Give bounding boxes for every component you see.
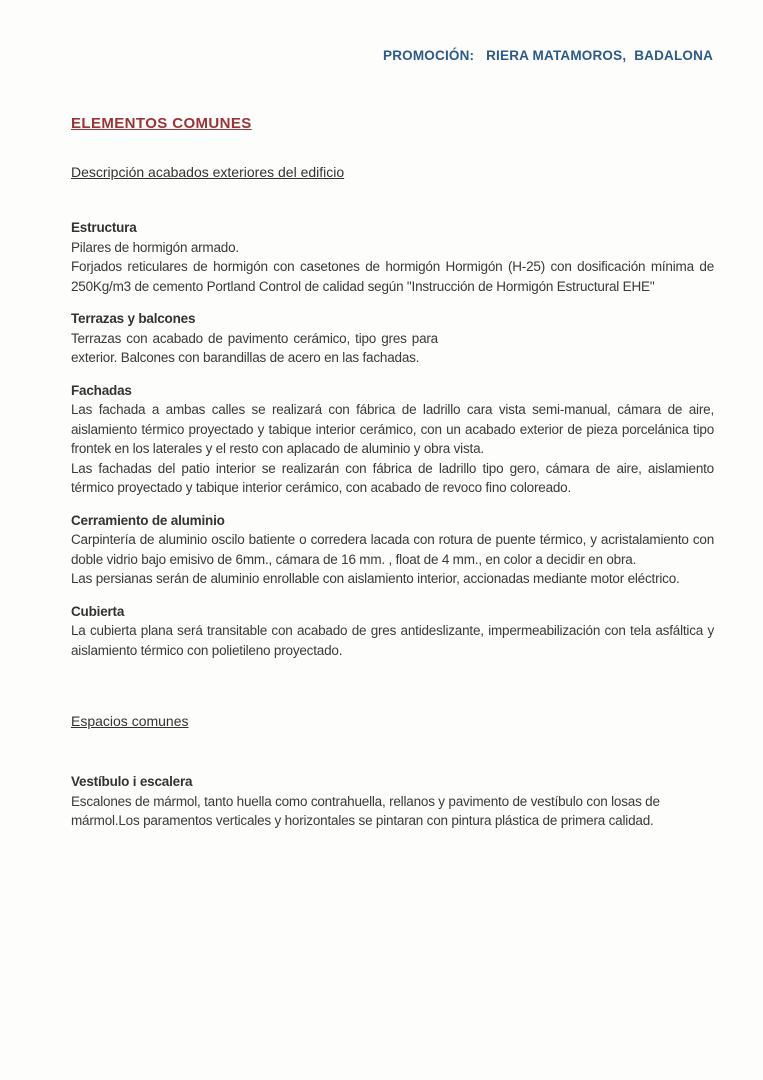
main-heading: ELEMENTOS COMUNES — [71, 115, 252, 132]
section-cubierta — [71, 602, 716, 661]
exterior-finishes-subheading: Descripción acabados exteriores del edificio — [71, 164, 345, 180]
paragraph-estructura-1: Pilares de hormigón armado. — [71, 239, 239, 255]
section-title-terrazas: Terrazas y balcones — [71, 311, 196, 326]
paragraph-cerramiento-1: Carpintería de aluminio oscilo batiente o corredera lacada con rotura de puente térmico, y acristalamiento con doble vidrio bajo emisivo de 6mm., cámara de 16 mm. , float de 4 mm., en color a decidir en obra. — [71, 532, 714, 567]
paragraph-terrazas-1: Terrazas con acabado de pavimento cerámico, tipo gres para exterior. Balcones con barandillas de acero en las fachadas. — [71, 330, 438, 365]
paragraph-fachadas-1: Las fachada a ambas calles se realizará con fábrica de ladrillo cara vista semi-manual, cámara de aire, aislamiento térmico proyectado y tabique interior cerámico, con un acabado exterior de pieza porcelánica tipo frontek en los laterales y el resto con aplacado de aluminio y obra vista. — [71, 402, 714, 456]
section-title-cerramiento-aluminio: Cerramiento de aluminio — [71, 512, 225, 528]
section-cerramiento-aluminio — [71, 511, 716, 589]
paragraph-fachadas-2: Las fachadas del patio interior se realizarán con fábrica de ladrillo tipo gero, cámara de aire, aislamiento térmico proyectado y tabique interior cerámico, con acabado de revoco fino coloreado. — [71, 460, 714, 495]
paragraph-vestibulo-1: Escalones de mármol, tanto huella como contrahuella, rellanos y pavimento de vestíbulo con losas de mármol.Los paramentos verticales y horizontales se pintaran con pintura plástica de primera calidad. — [71, 793, 660, 828]
common-spaces-subheading: Espacios comunes — [71, 713, 189, 729]
section-vestibulo-escalera — [71, 772, 716, 831]
paragraph-cerramiento-2: Las persianas serán de aluminio enrollable con aislamiento interior, accionadas mediante motor eléctrico. — [71, 571, 680, 586]
section-terrazas — [71, 309, 716, 368]
section-title-estructura: Estructura — [71, 220, 137, 235]
section-title-vestibulo-escalera: Vestíbulo i escalera — [71, 774, 193, 789]
paragraph-cubierta-1: La cubierta plana será transitable con acabado de gres antideslizante, impermeabilización con tela asfáltica y aislamiento térmico con polietileno proyectado. — [71, 623, 714, 658]
promotion-header: PROMOCIÓN: RIERA MATAMOROS, BADALONA — [383, 48, 714, 63]
section-estructura — [71, 218, 716, 296]
section-title-fachadas: Fachadas — [71, 382, 132, 398]
paragraph-estructura-2: Forjados reticulares de hormigón con casetones de hormigón Hormigón (H-25) con dosificación mínima de 250Kg/m3 de cemento Portland Control de calidad según "Instrucción de Hormigón Estructural EHE" — [71, 259, 714, 294]
section-fachadas — [71, 381, 716, 498]
section-title-cubierta: Cubierta — [71, 603, 125, 619]
